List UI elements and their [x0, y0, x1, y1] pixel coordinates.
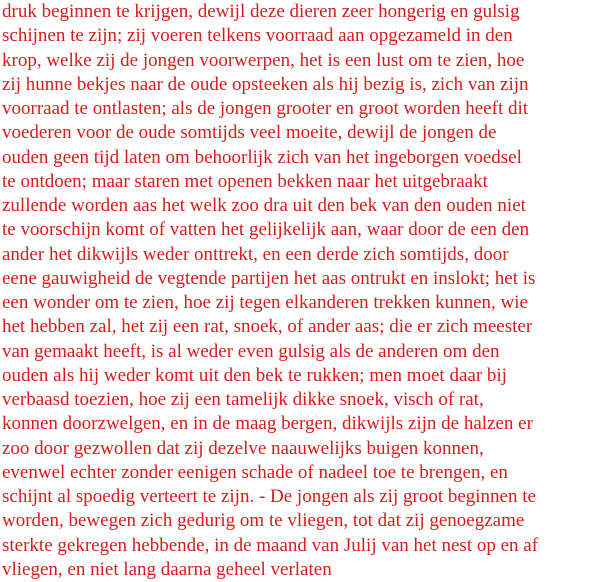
text-line: sterkte gekregen hebbende, in de maand van Julij van het nest op en af	[2, 534, 539, 556]
text-line: zullende worden aas het welk zoo dra uit den bek van den ouden niet	[2, 195, 526, 216]
text-line: vliegen, en niet lang daarna geheel verlaten	[2, 558, 332, 580]
text-line: krop, welke zij de jongen voorwerpen, het is een lust om te zien, hoe	[2, 49, 525, 71]
text-line: konnen doorzwelgen, en in de maag bergen, dikwijls zijn de halzen er	[2, 413, 533, 435]
text-line: van gemaakt heeft, is al weder even gulsig als de anderen om den	[2, 340, 500, 362]
text-line: ander het dikwijls weder onttrekt, en een derde zich somtijds, door	[2, 243, 509, 265]
text-line: te voorschijn komt of vatten het gelijkelijk aan, waar door de een den	[2, 219, 530, 241]
text-line: een wonder om te zien, hoe zij tegen elkanderen trekken kunnen, wie	[2, 292, 528, 313]
text-line: zij hunne bekjes naar de oude opsteeken als hij bezig is, zich van zijn	[2, 73, 529, 95]
text-line: verbaasd toezien, hoe zij een tamelijk dikke snoek, visch of rat,	[2, 389, 484, 410]
text-line: het hebben zal, het zij een rat, snoek, of ander aas; die er zich meester	[2, 316, 533, 338]
text-line: voederen voor de oude somtijds veel moeite, dewijl de jongen de	[2, 122, 497, 144]
text-line: schijnt al spoedig verteert te zijn. - De jongen als zij groot beginnen te	[2, 486, 536, 507]
text-line: evenwel echter zonder eenigen schade of nadeel toe te brengen, en	[2, 461, 508, 483]
text-line: ouden als hij weder komt uit den bek te rukken; men moet daar bij	[2, 364, 507, 386]
text-line: te ontdoen; maar staren met openen bekken naar het uitgebraakt	[2, 170, 488, 192]
text-line: worden, bewegen zich gedurig om te vliegen, tot dat zij genoegzame	[2, 510, 525, 532]
body-text	[2, 0, 602, 582]
text-line: eene gauwigheid de vegtende partijen het aas ontrukt en inslokt; het is	[2, 267, 536, 289]
text-line: voorraad te ontlasten; als de jongen grooter en groot worden heeft dit	[2, 98, 529, 119]
text-line: zoo door gezwollen dat zij dezelve naauwelijks buigen konnen,	[2, 437, 484, 459]
text-line: druk beginnen te krijgen, dewijl deze dieren zeer hongerig en gulsig	[2, 1, 520, 22]
text-line: ouden geen tijd laten om behoorlijk zich van het ingeborgen voedsel	[2, 146, 522, 168]
text-line: schijnen te zijn; zij voeren telkens voorraad aan opgezameld in den	[2, 25, 513, 47]
